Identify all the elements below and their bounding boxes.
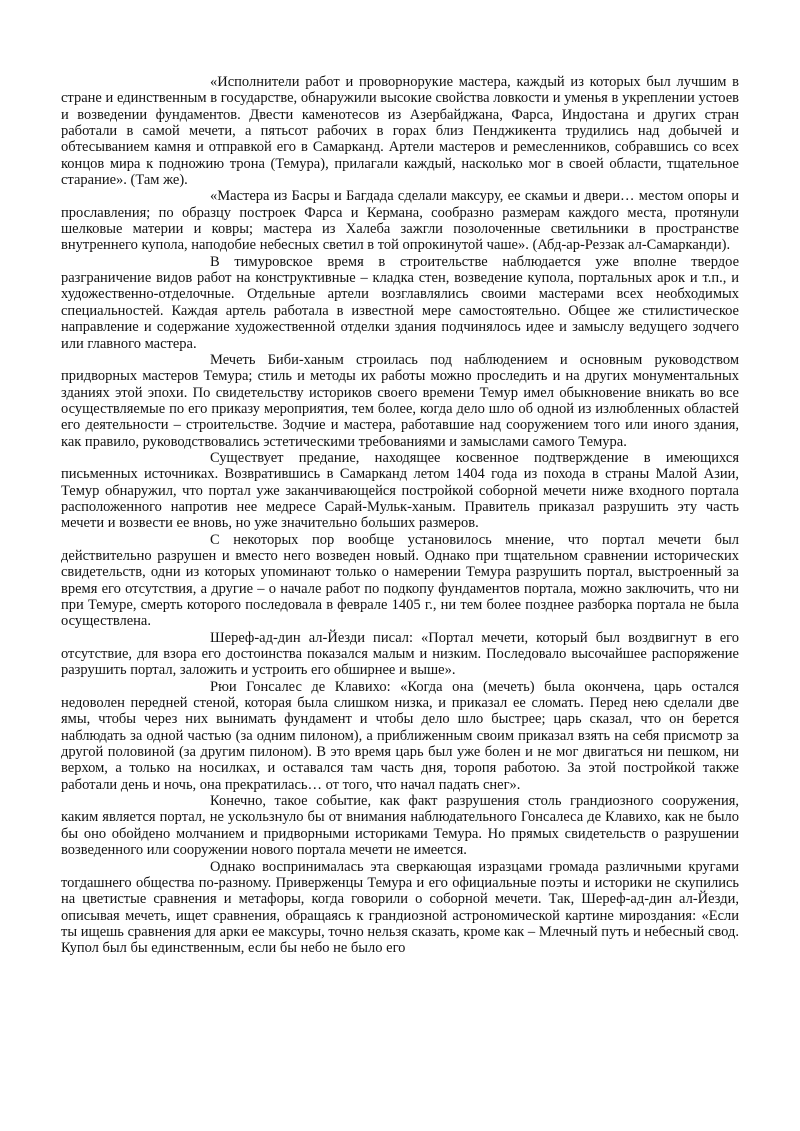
paragraph-1: «Исполнители работ и проворнорукие мастера, каждый из которых был лучшим в стране и единственным в государстве, обнаружили высокие свойства ловкости и уменья в укреплении устоев и возведении фундаментов. Двести каменотесов из Азербайджана, Фарса, Индостана и других стран работали в самой мечети, а пятьсот рабочих в горах близ Пенджикента трудились над добычей и обтесыванием камня и отправкой его в Самарканд. Артели мастеров и ремесленников, собравшись со всех концов мира к подножию трона (Темура), прилагали каждый, насколько мог в своей области, тщательное старание». (Там же).	[61, 74, 739, 189]
paragraph-7: Шереф-ад-дин ал-Йезди писал: «Портал мечети, который был воздвигнут в его отсутствие, для взора его достоинства показался малым и низким. Последовало высочайшее распоряжение разрушить портал, заложить и устроить его обширнее и выше».	[61, 629, 739, 679]
paragraph-6: С некоторых пор вообще установилось мнение, что портал мечети был действительно разрушен и вместо него возведен новый. Однако при тщательном сравнении исторических свидетельств, одни из которых упоминают только о намерении Темура разрушить портал, выстроенный за время его отсутствия, а другие – о начале работ по подкопу фундаментов портала, можно заключить, что ни при Темуре, смерть которого последовала в феврале 1405 г., ни тем более позднее разборка портала не была осуществлена.	[61, 531, 739, 630]
paragraph-5: Существует предание, находящее косвенное подтверждение в имеющихся письменных источниках. Возвратившись в Самарканд летом 1404 года из похода в страны Малой Азии, Темур обнаружил, что портал уже заканчивающейся постройкой соборной мечети ниже входного портала расположенного напротив нее медресе Сарай-Мульк-ханым. Правитель приказал разрушить эту часть мечети и возвести ее вновь, но уже значительно больших размеров.	[61, 449, 739, 532]
paragraph-10: Однако воспринималась эта сверкающая изразцами громада различными кругами тогдашнего общества по-разному. Приверженцы Темура и его официальные поэты и историки не скупились на цветистые сравнения и метафоры, когда говорили о соборной мечети. Так, Шереф-ад-дин ал-Йезди, описывая мечеть, ищет сравнения, обращаясь к грандиозной астрономической картине мироздания: «Если ты ищешь сравнения для арки ее максуры, точно нельзя сказать, кроме как – Млечный путь и небесный свод. Купол был бы единственным, если бы небо не было его	[61, 858, 739, 957]
document-page	[61, 74, 739, 957]
paragraph-2: «Мастера из Басры и Багдада сделали максуру, ее скамьи и двери… местом опоры и прославления; по образцу построек Фарса и Кермана, сообразно размерам каждого места, протянули шелковые материи и ковры; мастера из Халеба зажгли позолоченные светильники в пространстве внутреннего купола, наподобие небесных светил в той опрокинутой чаше». (Абд-ар-Реззак ал-Самарканди).	[61, 188, 739, 254]
paragraph-9: Конечно, такое событие, как факт разрушения столь грандиозного сооружения, каким является портал, не ускользнуло бы от внимания наблюдательного Гонсалеса де Клавихо, как не было бы оно обойдено молчанием и придворными историками Темура. Но прямых свидетельств о разрушении возведенного или сооружении нового портала мечети не имеется.	[61, 793, 739, 859]
paragraph-8: Рюи Гонсалес де Клавихо: «Когда она (мечеть) была окончена, царь остался недоволен передней стеной, которая была слишком низка, и приказал ее сломать. Перед нею сделали две ямы, чтобы через них вынимать фундамент и чтобы дело шло быстрее; царь сказал, что он берется наблюдать за одной частью (за одним пилоном), а приближенным своим приказал взять на себя присмотр за другой половиной (за другим пилоном). В это время царь был уже болен и не мог двигаться ни пешком, ни верхом, а только на носилках, и оставался там часть дня, торопя работою. За этой постройкой также работали день и ночь, она прекратилась… от того, что начал падать снег».	[61, 678, 739, 793]
paragraph-4: Мечеть Биби-ханым строилась под наблюдением и основным руководством придворных мастеров Темура; стиль и методы их работы можно проследить и на других монументальных зданиях этой эпохи. По свидетельству историков своего времени Темур имел обыкновение вникать во все осуществляемые по его приказу мероприятия, тем более, когда дело шло об одной из излюбленных областей его деятельности – строительстве. Зодчие и мастера, работавшие над сооружением того или иного здания, как правило, руководствовались эстетическими требованиями и замыслами самого Темура.	[61, 351, 739, 450]
paragraph-3: В тимуровское время в строительстве наблюдается уже вполне твердое разграничение видов работ на конструктивные – кладка стен, возведение купола, портальных арок и т.п., и художественно-отделочные. Отдельные артели возглавлялись своими мастерами всех необходимых специальностей. Каждая артель работала в известной мере самостоятельно. Общее же стилистическое направление и содержание художественной отделки здания подчинялось идее и замыслу ведущего зодчего или главного мастера.	[61, 253, 739, 352]
